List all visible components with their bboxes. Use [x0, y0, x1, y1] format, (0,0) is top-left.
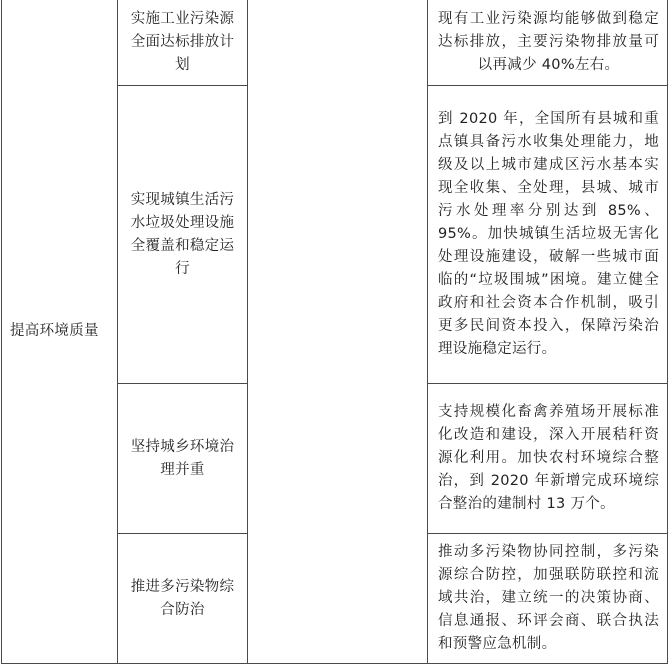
description-cell	[428, 86, 668, 384]
empty-cell	[248, 0, 428, 664]
task-label: 实施工业污染源全面达标排放计划	[130, 10, 235, 73]
description-cell	[428, 534, 668, 664]
description-text: 到 2020 年，全国所有县城和重点镇具备污水收集处理能力，地级及以上城市建成区污水基本实现全收集、全处理，县城、城市污水处理率分别达到 85%、95%。加快城镇生活垃圾无害化处理设施建设，破解一些城市面临的“垃圾围城”困境。建立健全政府和社会资本合作机制，吸引更多民间资本投入，保障污染治理设施稳定运行。	[438, 111, 659, 357]
table-row	[2, 0, 668, 86]
description-text: 现有工业污染源均能够做到稳定达标排放，主要污染物排放量可以再减少 40%左右。	[438, 10, 659, 73]
task-label: 推进多污染物综合防治	[130, 578, 235, 618]
policy-table	[1, 0, 668, 664]
task-cell	[118, 534, 248, 664]
description-text: 支持规模化畜禽养殖场开展标准化改造和建设，深入开展秸秆资源化利用。加快农村环境综合整治，到 2020 年新增完成环境综合整治的建制村 13 万个。	[438, 404, 659, 512]
description-cell	[428, 0, 668, 86]
task-cell	[118, 86, 248, 384]
task-cell	[118, 0, 248, 86]
goal-cell	[2, 0, 118, 664]
description-text: 推动多污染物协同控制，多污染源综合防控，加强联防联控和流域共治，建立统一的决策协商、信息通报、环评会商、联合执法和预警应急机制。	[438, 544, 659, 652]
task-cell	[118, 384, 248, 534]
task-label: 坚持城乡环境治理并重	[130, 438, 235, 478]
goal-label: 提高环境质量	[10, 322, 99, 339]
description-cell	[428, 384, 668, 534]
task-label: 实现城镇生活污水垃圾处理设施全覆盖和稳定运行	[130, 191, 235, 277]
